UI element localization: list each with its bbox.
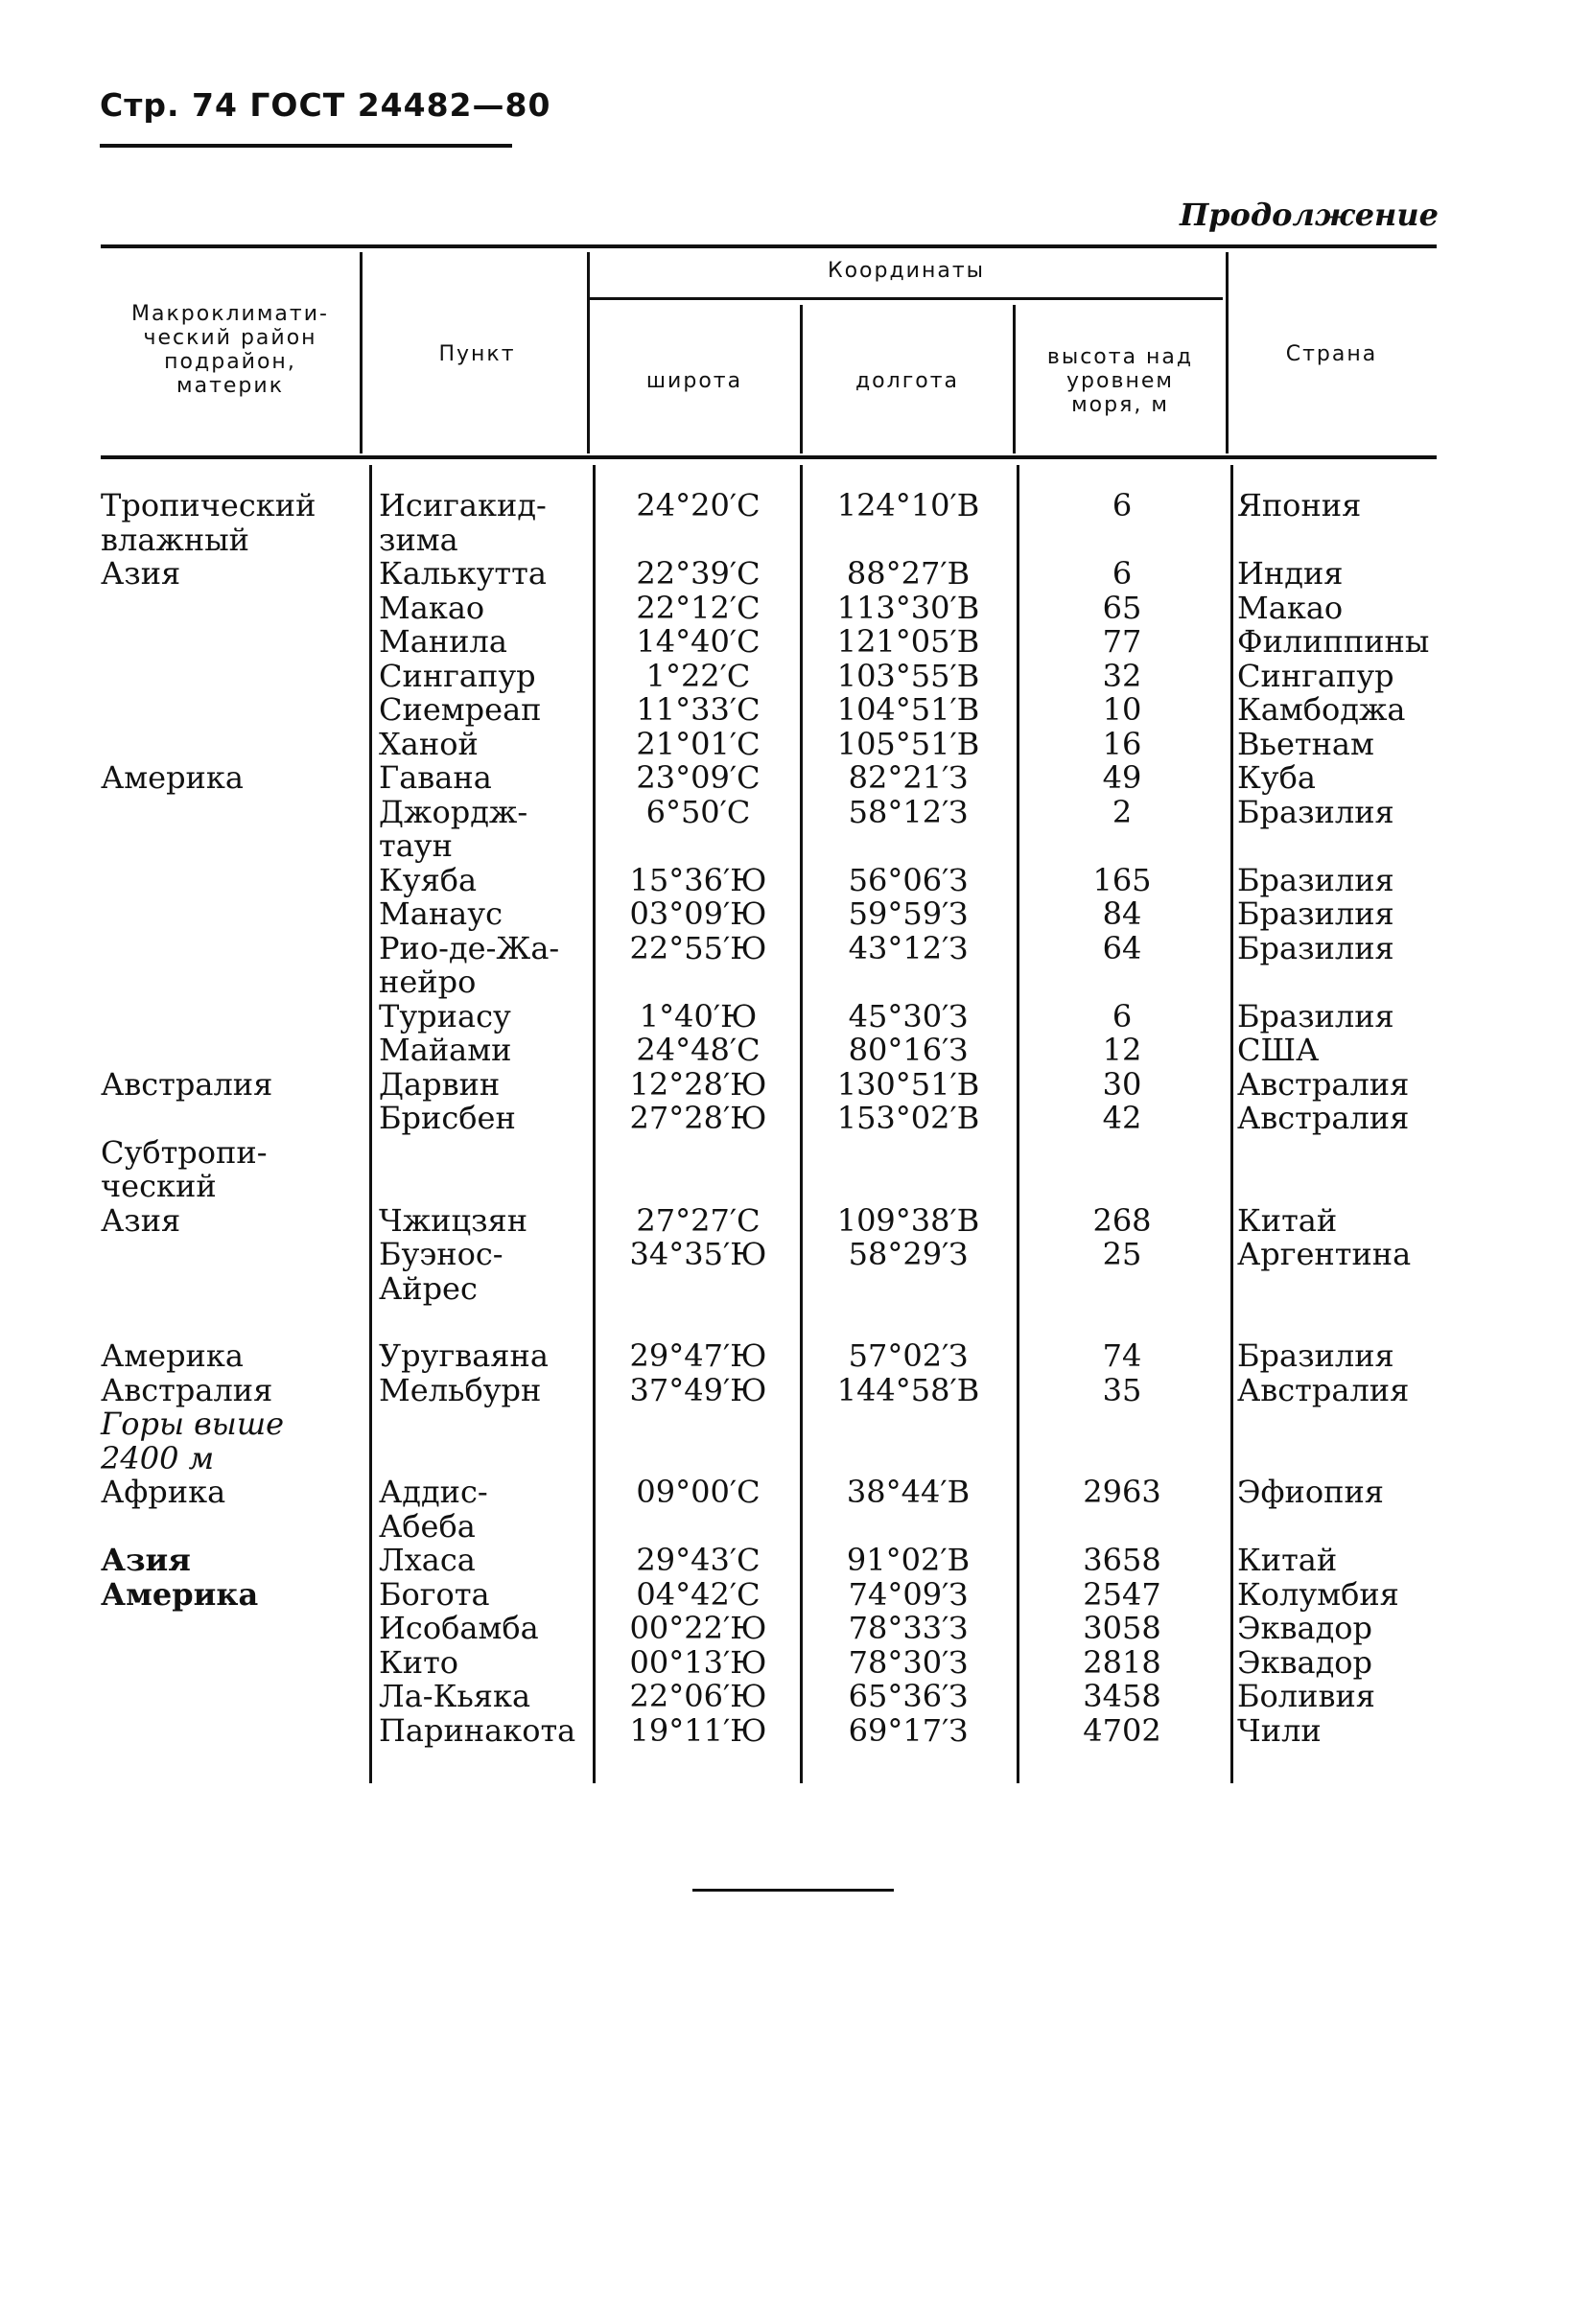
table-row (0, 1643, 1592, 1681)
cell-alt: 35 (1102, 1371, 1142, 1408)
cell-lat: 09°00′С (636, 1474, 761, 1510)
cell-country: Япония (1237, 487, 1362, 523)
cell-country: Бразилия (1237, 895, 1394, 932)
page-header: Стр. 74 ГОСТ 24482—80 (100, 86, 551, 124)
cell-country: Вьетнам (1237, 725, 1374, 762)
header-point: Пункт (438, 342, 516, 366)
cell-point: Чжицзян (379, 1201, 528, 1239)
table-row (0, 489, 1592, 557)
cell-point: Кито (379, 1643, 459, 1681)
cell-country: США (1237, 1032, 1320, 1068)
cell-alt: 2963 (1083, 1474, 1161, 1510)
cell-lon: 130°51′В (836, 1065, 980, 1103)
table-row (0, 1133, 1592, 1204)
cell-alt: 2 (1112, 793, 1133, 830)
table-row (0, 1680, 1592, 1714)
table-row (0, 793, 1592, 864)
cell-lat: 19°11′Ю (629, 1711, 767, 1749)
cell-point: Джордж- таун (379, 793, 528, 864)
cell-alt: 2818 (1083, 1643, 1161, 1681)
cell-alt: 6 (1112, 555, 1133, 592)
cell-country: Австралия (1237, 1065, 1410, 1103)
table-row (0, 1065, 1592, 1103)
cell-point: Ла-Кьяка (379, 1678, 531, 1714)
cell-country: Индия (1237, 555, 1344, 592)
cell-region: Америка (101, 1337, 244, 1374)
cell-alt: 2547 (1083, 1575, 1161, 1613)
cell-point: Макао (379, 589, 485, 626)
header-altitude: высота над уровнем моря, м (1046, 345, 1194, 417)
cell-country: Бразилия (1237, 793, 1394, 830)
cell-point: Брисбен (379, 1100, 516, 1136)
cell-lat: 21°01′С (636, 725, 761, 762)
cell-lat: 00°13′Ю (629, 1643, 767, 1681)
cell-country: Макао (1237, 589, 1344, 626)
cell-lon: 58°12′З (848, 793, 969, 830)
cell-alt: 3458 (1083, 1678, 1161, 1714)
cell-alt: 30 (1102, 1065, 1142, 1103)
cell-country: Чили (1237, 1711, 1322, 1749)
cell-point: Манаус (379, 895, 503, 932)
cell-point: Сингапур (379, 657, 536, 694)
cell-lon: 113°30′В (836, 589, 980, 626)
cell-point: Куяба (379, 861, 478, 898)
cell-lat: 24°20′С (636, 487, 761, 523)
cell-country: Камбоджа (1237, 691, 1406, 728)
cell-lon: 144°58′В (836, 1371, 980, 1408)
cell-country: Эквадор (1237, 1610, 1373, 1646)
cell-alt: 268 (1092, 1201, 1152, 1239)
cell-country: Бразилия (1237, 929, 1394, 966)
cell-lon: 104°51′В (836, 691, 980, 728)
table-row (0, 693, 1592, 728)
cell-point: Рио-де-Жа- нейро (379, 929, 560, 1000)
cell-country: Куба (1237, 759, 1316, 796)
cell-alt: 12 (1102, 1032, 1142, 1068)
cell-lat: 12°28′Ю (629, 1065, 767, 1103)
col-divider (360, 252, 363, 453)
cell-country: Филиппины (1237, 623, 1430, 660)
cell-point: Манила (379, 623, 507, 660)
cell-lat: 1°22′С (645, 657, 751, 694)
cell-point: Исобамба (379, 1610, 539, 1646)
cell-country: Эфиопия (1237, 1474, 1384, 1510)
cell-point: Ханой (379, 725, 479, 762)
cell-point: Аддис- Абеба (379, 1474, 488, 1545)
cell-country: Австралия (1237, 1371, 1410, 1408)
cell-alt: 42 (1102, 1100, 1142, 1136)
cell-country: Китай (1237, 1201, 1338, 1239)
cell-lon: 82°21′З (848, 759, 969, 796)
cell-lat: 03°09′Ю (629, 895, 767, 932)
table-row (0, 1711, 1592, 1749)
cell-point: Паринакота (379, 1711, 576, 1749)
cell-point: Туриасу (379, 997, 511, 1034)
cell-alt: 10 (1102, 691, 1142, 728)
cell-country: Эквадор (1237, 1643, 1373, 1681)
cell-country: Боливия (1237, 1678, 1375, 1714)
table-body (0, 489, 1592, 1748)
header-longitude: долгота (855, 369, 960, 393)
header-coordinates: Координаты (827, 259, 986, 283)
cell-region: Азия (101, 555, 181, 592)
continuation-label: Продолжение (1179, 197, 1439, 233)
cell-alt: 25 (1102, 1236, 1142, 1272)
cell-lat: 22°55′Ю (629, 929, 767, 966)
cell-lat: 29°43′С (636, 1542, 761, 1578)
cell-alt: 6 (1112, 487, 1133, 523)
cell-point: Исигакид- зима (379, 487, 547, 558)
table-row (0, 1612, 1592, 1646)
cell-country: Колумбия (1237, 1575, 1399, 1613)
cell-lon: 78°33′З (848, 1610, 969, 1646)
table-row (0, 929, 1592, 1000)
table-row (0, 1476, 1592, 1544)
cell-lat: 27°28′Ю (629, 1100, 767, 1136)
cell-lat: 23°09′С (636, 759, 761, 796)
cell-lon: 57°02′З (848, 1337, 969, 1374)
end-rule (692, 1889, 894, 1892)
cell-region: Америка (101, 1575, 259, 1613)
cell-lon: 80°16′З (848, 1032, 969, 1068)
cell-point: Калькутта (379, 555, 547, 592)
table-row (0, 1407, 1592, 1476)
cell-region: Австралия (101, 1065, 273, 1103)
table-top-rule (101, 244, 1437, 248)
cell-alt: 74 (1102, 1337, 1142, 1374)
cell-country: Сингапур (1237, 657, 1394, 694)
cell-region: Америка (101, 759, 244, 796)
cell-country: Бразилия (1237, 1337, 1394, 1374)
cell-country: Бразилия (1237, 861, 1394, 898)
cell-lon: 43°12′З (848, 929, 969, 966)
cell-region: Африка (101, 1474, 226, 1510)
cell-lon: 88°27′В (846, 555, 971, 592)
cell-lat: 6°50′С (645, 793, 751, 830)
table-row (0, 1371, 1592, 1408)
coords-rule (590, 297, 1223, 300)
cell-alt: 3058 (1083, 1610, 1161, 1646)
header-rule (100, 144, 512, 148)
table-row (0, 657, 1592, 694)
cell-alt: 16 (1102, 725, 1142, 762)
cell-lat: 34°35′Ю (629, 1236, 767, 1272)
cell-lon: 45°30′З (848, 997, 969, 1034)
cell-alt: 65 (1102, 589, 1142, 626)
cell-lat: 27°27′С (636, 1201, 761, 1239)
cell-lon: 74°09′З (848, 1575, 969, 1613)
cell-region: Тропический влажный (101, 487, 316, 558)
cell-lat: 15°36′Ю (629, 861, 767, 898)
cell-lon: 58°29′З (848, 1236, 969, 1272)
cell-region: Азия (101, 1201, 181, 1239)
table-row (0, 1201, 1592, 1239)
cell-region: Австралия (101, 1371, 273, 1408)
cell-point: Уругваяна (379, 1337, 549, 1374)
cell-region: Горы выше 2400 м (101, 1406, 285, 1476)
cell-alt: 3658 (1083, 1542, 1161, 1578)
cell-alt: 32 (1102, 657, 1142, 694)
cell-lon: 56°06′З (848, 861, 969, 898)
cell-alt: 84 (1102, 895, 1142, 932)
cell-lon: 103°55′В (836, 657, 980, 694)
cell-lon: 78°30′З (848, 1643, 969, 1681)
table-row (0, 997, 1592, 1034)
cell-lat: 14°40′С (636, 623, 761, 660)
cell-alt: 64 (1102, 929, 1142, 966)
cell-lat: 04°42′С (636, 1575, 761, 1613)
cell-point: Майами (379, 1032, 512, 1068)
cell-lon: 105°51′В (836, 725, 980, 762)
cell-alt: 6 (1112, 997, 1133, 1034)
cell-point: Богота (379, 1575, 490, 1613)
cell-country: Аргентина (1237, 1236, 1412, 1272)
cell-country: Китай (1237, 1542, 1338, 1578)
cell-point: Дарвин (379, 1065, 501, 1103)
cell-country: Австралия (1237, 1100, 1410, 1136)
cell-point: Лхаса (379, 1542, 476, 1578)
cell-lon: 69°17′З (848, 1711, 969, 1749)
cell-lon: 38°44′В (846, 1474, 971, 1510)
cell-region: Субтропи- ческий (101, 1133, 268, 1204)
cell-lat: 37°49′Ю (629, 1371, 767, 1408)
header-bottom-rule (101, 455, 1437, 459)
cell-lat: 22°06′Ю (629, 1678, 767, 1714)
table-row (0, 1339, 1592, 1374)
cell-lon: 153°02′В (836, 1100, 980, 1136)
table-row (0, 589, 1592, 626)
cell-lon: 109°38′В (836, 1201, 980, 1239)
table-row (0, 1102, 1592, 1136)
table-row (0, 1034, 1592, 1068)
cell-point: Буэнос- Айрес (379, 1236, 503, 1307)
header-country: Страна (1285, 342, 1378, 366)
cell-alt: 49 (1102, 759, 1142, 796)
cell-alt: 77 (1102, 623, 1142, 660)
header-latitude: широта (645, 369, 743, 393)
cell-alt: 165 (1092, 861, 1152, 898)
cell-point: Сиемреап (379, 691, 542, 728)
table-row (0, 897, 1592, 932)
cell-lat: 00°22′Ю (629, 1610, 767, 1646)
cell-point: Мельбурн (379, 1371, 542, 1408)
cell-lat: 11°33′С (636, 691, 761, 728)
cell-point: Гавана (379, 759, 492, 796)
table-row (0, 1575, 1592, 1613)
cell-lat: 24°48′С (636, 1032, 761, 1068)
header-region: Макроклимати- ческий район подрайон, материк (131, 302, 329, 398)
cell-lon: 59°59′З (848, 895, 969, 932)
table-row (0, 1238, 1592, 1306)
table-row (0, 761, 1592, 796)
table-row (0, 725, 1592, 762)
cell-lat: 22°39′С (636, 555, 761, 592)
cell-lon: 65°36′З (848, 1678, 969, 1714)
cell-region: Азия (101, 1542, 191, 1578)
cell-lat: 29°47′Ю (629, 1337, 767, 1374)
table-row (0, 625, 1592, 660)
cell-lat: 22°12′С (636, 589, 761, 626)
cell-lon: 124°10′В (836, 487, 980, 523)
cell-lon: 121°05′В (836, 623, 980, 660)
cell-country: Бразилия (1237, 997, 1394, 1034)
cell-alt: 4702 (1083, 1711, 1161, 1749)
table-row (0, 557, 1592, 592)
cell-lat: 1°40′Ю (639, 997, 758, 1034)
table-row (0, 1544, 1592, 1578)
table-row (0, 861, 1592, 898)
cell-lon: 91°02′В (846, 1542, 971, 1578)
